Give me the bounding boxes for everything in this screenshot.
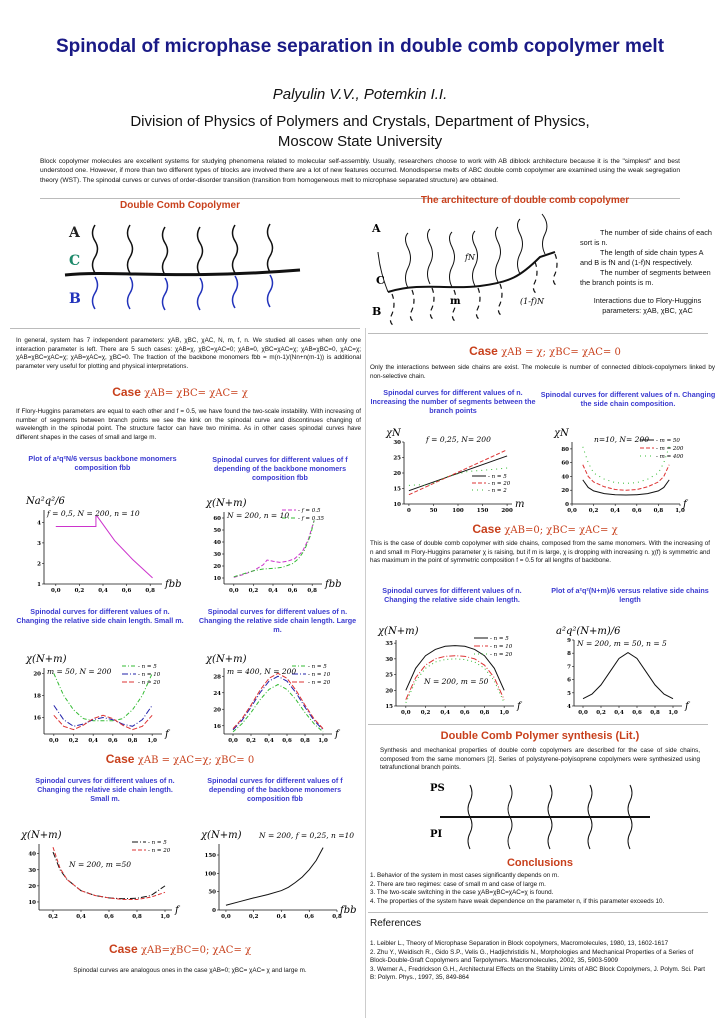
- chart-annotation: N = 200, f = 0,25, n =10: [259, 831, 355, 840]
- chart-svg: [200, 648, 350, 748]
- chart-svg: [15, 824, 190, 924]
- case-formula: χAB= χBC= χAC= χ: [144, 388, 248, 399]
- y-tick-label: 30: [385, 656, 393, 663]
- architecture-description: [580, 228, 715, 316]
- x-tick-label: 0,6: [121, 588, 132, 594]
- chart-svg: [20, 490, 180, 598]
- y-tick-label: 10: [28, 899, 36, 906]
- reference-item: 1. Leibler L., Theory of Microphase Separation in Block copolymers, Macromolecules, 1980, 13, 1602-1617: [370, 940, 669, 947]
- chart-annotation: N = 200, n = 10: [227, 511, 290, 520]
- y-tick-label: 25: [385, 672, 393, 679]
- x-tick-label: 0,0: [51, 588, 61, 594]
- y-tick-label: 15: [393, 486, 401, 493]
- x-tick-label: 0,2: [248, 914, 259, 920]
- x-tick-label: 0,0: [401, 710, 411, 716]
- conclusions-list: [370, 872, 715, 906]
- x-tick-label: 0,2: [48, 914, 58, 920]
- y-tick-label: 4: [567, 704, 571, 710]
- legend-label: - n = 20: [488, 481, 511, 487]
- y-tick-label: 50: [213, 528, 221, 534]
- intro-text: Block copolymer molecules are excellent systems for studying phenomena related to molecular self-assembly. Usually, researchers choose to work with AB diblock architecture because it is the "simplest" and best understood one. However, if more than two different types of blocks are involved there are a lot of new features occurred. Monodisperse melts of ABC double comb copolymer are examined using the weak segregation theory (WST). The spinodal curves or curves of order-disorder transition (transition from homogeneous melt to microphase separated structure) are obtained.: [40, 158, 680, 184]
- y-tick-label: 150: [204, 853, 216, 859]
- y-tick-label: 10: [393, 502, 401, 508]
- chart-annotation: N = 200, m = 50: [424, 677, 489, 686]
- chart-annotation: n=10, N= 200: [594, 435, 649, 444]
- x-tick-label: 1,0: [160, 914, 170, 920]
- synthesis-text: Synthesis and mechanical properties of double comb copolymers are described for the case of side chains, composed from the same monomers [2]. Series of polystyrene-polyisoprene copolymers were synthesized using tetrafunctional branch points.: [380, 747, 700, 772]
- y-tick-label: 20: [385, 688, 393, 695]
- series-line: [583, 480, 669, 495]
- y-tick-label: 9: [567, 638, 571, 644]
- legend-label: - n = 5: [148, 840, 167, 846]
- y-tick-label: 30: [28, 867, 36, 874]
- legend-label: - n = 5: [138, 664, 157, 670]
- x-tick-label: 0,8: [127, 738, 138, 744]
- x-axis-label: f: [335, 729, 339, 740]
- label-a: A: [69, 225, 80, 241]
- label-b: B: [69, 291, 81, 307]
- x-tick-label: 1,0: [668, 710, 678, 716]
- y-tick-label: 35: [385, 641, 393, 648]
- y-axis-label: χN: [386, 428, 401, 439]
- interactions-text: Interactions due to Flory-Huggins parameters: χAB, χBC, χAC: [593, 296, 702, 315]
- x-tick-label: 0,2: [588, 508, 599, 514]
- y-tick-label: 20: [213, 707, 221, 714]
- legend-label: - n = 10: [308, 672, 331, 678]
- series-line: [53, 852, 165, 899]
- y-tick-label: 8: [567, 651, 571, 658]
- x-tick-label: 0,8: [145, 588, 155, 594]
- legend-label: - f = 0.5: [298, 508, 321, 514]
- series-line: [234, 520, 314, 576]
- y-tick-label: 40: [561, 474, 569, 481]
- conclusions-heading: Conclusions: [506, 857, 573, 869]
- x-tick-label: 0,2: [74, 588, 85, 594]
- y-tick-label: 4: [37, 520, 41, 527]
- x-tick-label: 0,6: [304, 914, 315, 920]
- x-tick-label: 0,8: [653, 508, 664, 514]
- x-axis-label: m: [515, 499, 525, 510]
- case-ab-zero-text: This is the case of double comb copolymer with side chains, composed from the same monomers. With the increasing of n and small m Flory-Huggins parameter χ is raising, but if m is large, χ is dropping with increasing n. χ(f) is symmetric and has maximum in the point of symmetric composition f = 0.5 for all lengths of backbone.: [370, 540, 710, 565]
- case-label: Case: [105, 752, 135, 766]
- divider: [368, 333, 708, 334]
- case-formula: χAB=0; χBC= χAC= χ: [504, 525, 618, 536]
- y-axis-label: χ(N+m): [378, 626, 419, 637]
- x-tick-label: 0,2: [596, 710, 606, 716]
- y-tick-label: 40: [213, 540, 221, 546]
- series-line: [583, 465, 669, 490]
- case-all-equal-heading: [20, 385, 340, 399]
- x-tick-label: 0,2: [246, 738, 256, 744]
- label-fn: fN: [465, 253, 475, 262]
- x-tick-label: 0,8: [132, 914, 142, 920]
- case-ab-ac-heading: [20, 752, 340, 766]
- x-axis-label: f: [165, 729, 169, 740]
- double-comb-illustration: [55, 215, 305, 320]
- x-tick-label: 0,4: [440, 710, 450, 716]
- x-tick-label: 0,4: [614, 710, 624, 716]
- plot-chin-vs-f: [548, 422, 698, 518]
- x-tick-label: 100: [452, 508, 464, 514]
- legend-label: - n = 5: [488, 474, 507, 480]
- reference-item: 3. Werner A., Fredrickson G.H., Architectural Effects on the Stability Limits of ABC Block Copolymers, J. Polym. Sci. Part B: Polym. Phys., 1997, 35, 849-864: [370, 965, 706, 982]
- y-axis-label: χ(N+m): [206, 654, 247, 665]
- plot-title: Spinodal curves for different values of n. Changing the relative side chain length. Small m.: [16, 607, 184, 626]
- x-tick-label: 0,4: [76, 914, 86, 920]
- synthesis-heading: Double Comb Polymer synthesis (Lit.): [440, 730, 640, 742]
- x-tick-label: 0,6: [104, 914, 114, 920]
- x-tick-label: 0,4: [268, 588, 278, 594]
- y-tick-label: 0: [212, 908, 216, 914]
- y-tick-label: 25: [393, 455, 401, 462]
- conclusion-item: 4. The properties of the system have weak dependence on the parameter n, if this parameter exceeds 10.: [370, 897, 665, 905]
- case-formula: χAB = χAC=χ; χBC= 0: [137, 755, 255, 766]
- chart-svg: [200, 492, 340, 598]
- reference-item: 2. Zhu Y., Weidisch R., Gido S.P., Velis G., Hadjichristidis N., Morphologies and Mechanical Properties of a Series of Block-Double-Graft Copolymers and Terpolymers. Macromolecules, 2002, 35, 5903-5909: [370, 948, 694, 965]
- plot-chi-vs-f-n: [15, 824, 190, 924]
- x-tick-label: 0,6: [632, 710, 642, 716]
- x-tick-label: 200: [501, 508, 513, 514]
- case-ab-text: Only the interactions between side chains are exist. The molecule is number of connected diblock-copolymers linked by non-selective chain.: [370, 364, 715, 380]
- conclusion-item: 2. There are two regimes: case of small m and case of large m.: [370, 880, 546, 888]
- x-axis-label: f: [683, 499, 687, 510]
- conclusion-item: 3. The two-scale switching in the case χAB=χBC=χAC=χ is found.: [370, 889, 554, 897]
- x-tick-label: 0,8: [479, 710, 490, 716]
- column-divider: [365, 328, 366, 1018]
- case-ab-heading: [375, 344, 715, 358]
- y-tick-label: 16: [33, 715, 41, 722]
- series-line: [583, 653, 673, 699]
- case-ab-bc-zero-text: Spinodal curves are analogous ones in the case χAB=0; χBC= χAC= χ and large m.: [73, 967, 307, 974]
- chart-annotation: N = 200, m = 50, n = 5: [577, 639, 667, 648]
- plot-chi-vs-f-small-m: [20, 648, 180, 748]
- legend-label: - n = 20: [490, 652, 513, 658]
- chart-annotation: m = 400, N = 200: [227, 667, 297, 676]
- y-tick-label: 20: [213, 564, 221, 570]
- y-tick-label: 20: [393, 471, 401, 477]
- y-tick-label: 6: [567, 677, 571, 684]
- segments-text: The number of segments between the branch points is m.: [580, 268, 711, 287]
- plot-title: Spinodal curves for different values of n. Changing the relative side chain length. Large m.: [198, 607, 357, 635]
- x-tick-label: 0,4: [610, 508, 620, 514]
- y-tick-label: 30: [213, 552, 221, 558]
- y-tick-label: 10: [213, 576, 221, 582]
- conclusion-item: 1. Behavior of the system in most cases significantly depends on m.: [370, 872, 559, 879]
- x-tick-label: 0,8: [650, 710, 660, 716]
- chart-svg: [195, 824, 355, 924]
- plot-a2q2n-vs-fbb: [20, 490, 180, 598]
- architecture-heading: The architecture of double comb copolymer: [420, 195, 630, 206]
- x-tick-label: 0,4: [98, 588, 108, 594]
- y-tick-label: 60: [213, 516, 221, 522]
- y-axis-label: Na²q²/6: [26, 496, 65, 507]
- x-tick-label: 1,0: [318, 738, 328, 744]
- case-label: Case: [108, 942, 138, 956]
- x-axis-label: fbb: [340, 905, 357, 916]
- y-axis-label: χN: [554, 428, 569, 439]
- divider: [368, 724, 708, 725]
- y-axis-label: a²q²(N+m)/6: [556, 626, 621, 637]
- parameters-text: In general, system has 7 independent parameters: χAB, χBC, χAC, N, m, f, n. We studied all cases when only one interaction parameter is left. There are 5 such cases: χAB=χ, χBC=χAC=0; χAB=0, χBC=χAC=χ; χAB=χBC=0, χAC=χ; χAB=χBC=χAC=χ; χAB=χAC=χ, χBC=0. The fraction of the backbone monomers fbb = m(n-1)/(Nn+n(m-1)) is additional parameter very useful for plotting and physical interpretations.: [16, 337, 361, 370]
- x-tick-label: 0,4: [276, 914, 287, 920]
- label-c: C: [376, 274, 385, 287]
- y-axis-label: χ(N+m): [201, 830, 242, 841]
- y-axis-label: χ(N+m): [206, 498, 247, 509]
- plot-title: Spinodal curves for different values of n. Changing the side chain composition.: [540, 390, 716, 409]
- plot-chi-vs-f-large-m: [200, 648, 350, 748]
- y-tick-label: 15: [385, 704, 393, 710]
- case-formula: χAB=χBC=0; χAC= χ: [140, 945, 252, 956]
- authors: Palyulin V.V., Potemkin I.I.: [272, 86, 448, 103]
- plot-title: Plot of a²q²N/6 versus backbone monomers composition fbb: [28, 454, 177, 473]
- plot-title: Plot of a²q²(N+m)/6 versus relative side chains length: [551, 586, 709, 605]
- legend-label: - n = 2: [488, 488, 507, 494]
- x-tick-label: 50: [429, 508, 438, 514]
- y-tick-label: 40: [28, 851, 36, 858]
- y-tick-label: 20: [561, 488, 569, 495]
- x-tick-label: 0,4: [88, 738, 98, 744]
- x-tick-label: 0,6: [460, 710, 470, 716]
- series-line: [226, 848, 323, 906]
- double-comb-heading: Double Comb Copolymer: [119, 200, 240, 211]
- legend-label: - m = 50: [656, 438, 680, 444]
- case-formula: χAB = χ; χBC= χAC= 0: [501, 347, 621, 358]
- series-line: [53, 847, 165, 899]
- chart-svg: [372, 620, 532, 720]
- x-axis-label: f: [175, 905, 179, 916]
- series-line: [56, 516, 153, 578]
- poster-title: Spinodal of microphase separation in double comb copolymer melt: [55, 36, 665, 57]
- ps-pi-structure-illustration: [430, 777, 660, 852]
- x-tick-label: 0,6: [632, 508, 642, 514]
- legend-label: - f = 0.35: [298, 516, 324, 522]
- x-tick-label: 0,0: [228, 738, 238, 744]
- chart-annotation: N = 200, m =50: [69, 860, 132, 870]
- series-line: [54, 705, 152, 726]
- y-tick-label: 1: [37, 582, 41, 588]
- x-tick-label: 0,0: [49, 738, 59, 744]
- chart-svg: [20, 648, 180, 748]
- legend-label: - n = 20: [138, 680, 161, 686]
- y-tick-label: 20: [33, 671, 41, 678]
- x-tick-label: 0,6: [282, 738, 292, 744]
- x-tick-label: 0,0: [221, 914, 231, 920]
- affiliation-line-2: Moscow State University: [277, 133, 443, 150]
- series-line: [583, 447, 669, 484]
- x-axis-label: fbb: [165, 579, 182, 590]
- case-label: Case: [472, 522, 502, 536]
- x-axis-label: f: [517, 701, 521, 712]
- affiliation-line-1: Division of Physics of Polymers and Crystals, Department of Physics,: [130, 113, 590, 130]
- series-line: [233, 685, 323, 732]
- legend-label: - n = 5: [490, 636, 509, 642]
- legend-label: - n = 10: [138, 672, 161, 678]
- x-tick-label: 1,0: [147, 738, 157, 744]
- divider: [368, 912, 708, 913]
- case-ab-bc-zero-heading: [20, 942, 340, 956]
- x-tick-label: 0,0: [567, 508, 577, 514]
- affiliation: [60, 112, 660, 152]
- side-chain-count-text: The number of side chains of each sort is n.: [580, 228, 712, 247]
- y-tick-label: 16: [213, 723, 221, 730]
- y-axis-label: χ(N+m): [26, 654, 67, 665]
- chart-annotation: f = 0,25, N= 200: [426, 435, 491, 444]
- y-tick-label: 3: [37, 540, 41, 547]
- chart-annotation: m = 50, N = 200: [47, 667, 112, 676]
- y-tick-label: 24: [213, 690, 221, 697]
- chart-svg: [380, 422, 530, 518]
- plot-title: Spinodal curves for different values of n. Changing the relative side chain length. Small m.: [35, 776, 175, 804]
- references-heading: References: [370, 918, 422, 929]
- plot-chin-vs-m: [380, 422, 530, 518]
- case-all-equal-text: If Flory-Huggins parameters are equal to each other and f = 0.5, we have found the two-scale instability. With increasing of number of segments between branch points we see the kink on the spinodal curve and discontinues changing of wavelength in the spinodal point. The structure factor can have two minima. As in other cases spinodal curves have different shapes in the cases of small and large m.: [16, 408, 361, 441]
- chart-annotation: f = 0,5, N = 200, n = 10: [47, 509, 140, 518]
- y-tick-label: 2: [37, 561, 41, 568]
- references-list: [370, 940, 710, 983]
- legend-label: - n = 20: [148, 848, 171, 854]
- x-tick-label: 0: [406, 508, 411, 514]
- x-tick-label: 0,4: [264, 738, 274, 744]
- y-tick-label: 60: [561, 460, 569, 467]
- legend-label: - n = 5: [308, 664, 327, 670]
- architecture-diagram: [370, 212, 570, 327]
- plot-title: Spinodal curves for different values of n. Increasing the number of segments between the branch points: [370, 388, 536, 416]
- plot-chi-vs-f-relative: [372, 620, 532, 720]
- y-tick-label: 0: [565, 502, 569, 508]
- x-tick-label: 0,2: [68, 738, 79, 744]
- y-tick-label: 20: [28, 883, 36, 890]
- x-tick-label: 0,8: [332, 914, 342, 920]
- x-axis-label: f: [685, 701, 689, 712]
- label-one-minus-fn: (1-f)N: [520, 297, 544, 306]
- x-tick-label: 0,8: [300, 738, 310, 744]
- plot-chi-vs-fbb-f: [200, 492, 340, 598]
- case-ab-zero-heading: [375, 522, 715, 536]
- x-tick-label: 1,0: [499, 710, 509, 716]
- legend-label: - n = 20: [308, 680, 331, 686]
- plot-a2q2-vs-f: [550, 620, 700, 720]
- y-tick-label: 50: [208, 889, 216, 896]
- y-tick-label: 100: [204, 871, 216, 878]
- label-ps: PS: [430, 783, 445, 794]
- series-line: [234, 520, 314, 577]
- x-tick-label: 0,6: [108, 738, 118, 744]
- label-a: A: [372, 222, 381, 235]
- plot-chi-vs-fbb: [195, 824, 355, 924]
- x-tick-label: 1,0: [675, 508, 685, 514]
- plot-title: Spinodal curves for different values of f depending of the backbone monomers composition fbb: [207, 776, 343, 804]
- y-tick-label: 18: [33, 693, 41, 700]
- x-tick-label: 0,0: [229, 588, 239, 594]
- y-tick-label: 30: [393, 440, 401, 446]
- side-chain-length-text: The length of side chain types A and B is fN and (1-f)N respectively.: [580, 248, 704, 267]
- x-axis-label: fbb: [325, 579, 342, 590]
- chart-svg: [548, 422, 698, 518]
- legend-label: - n = 10: [490, 644, 513, 650]
- label-m: m: [450, 296, 461, 307]
- x-tick-label: 0,2: [248, 588, 259, 594]
- label-b: B: [372, 305, 382, 318]
- plot-title: Spinodal curves for different values of f depending of the backbone monomers composition fbb: [212, 455, 348, 483]
- divider: [10, 328, 360, 329]
- case-label: Case: [112, 385, 141, 399]
- case-label: Case: [469, 344, 498, 358]
- y-tick-label: 80: [561, 446, 569, 453]
- plot-title: Spinodal curves for different values of n. Changing the relative side chain length.: [382, 586, 522, 605]
- chart-svg: [550, 620, 700, 720]
- x-tick-label: 0,6: [287, 588, 298, 594]
- y-tick-label: 28: [213, 674, 221, 681]
- y-tick-label: 5: [567, 690, 571, 697]
- x-tick-label: 150: [476, 508, 489, 514]
- label-pi: PI: [430, 829, 443, 840]
- x-tick-label: 0,2: [420, 710, 431, 716]
- y-tick-label: 7: [567, 664, 571, 671]
- label-c: C: [69, 253, 81, 269]
- x-tick-label: 0,8: [307, 588, 317, 594]
- legend-label: - m = 200: [656, 446, 684, 452]
- legend-label: - m = 400: [656, 454, 684, 460]
- y-axis-label: χ(N+m): [21, 830, 62, 841]
- x-tick-label: 0,0: [578, 710, 588, 716]
